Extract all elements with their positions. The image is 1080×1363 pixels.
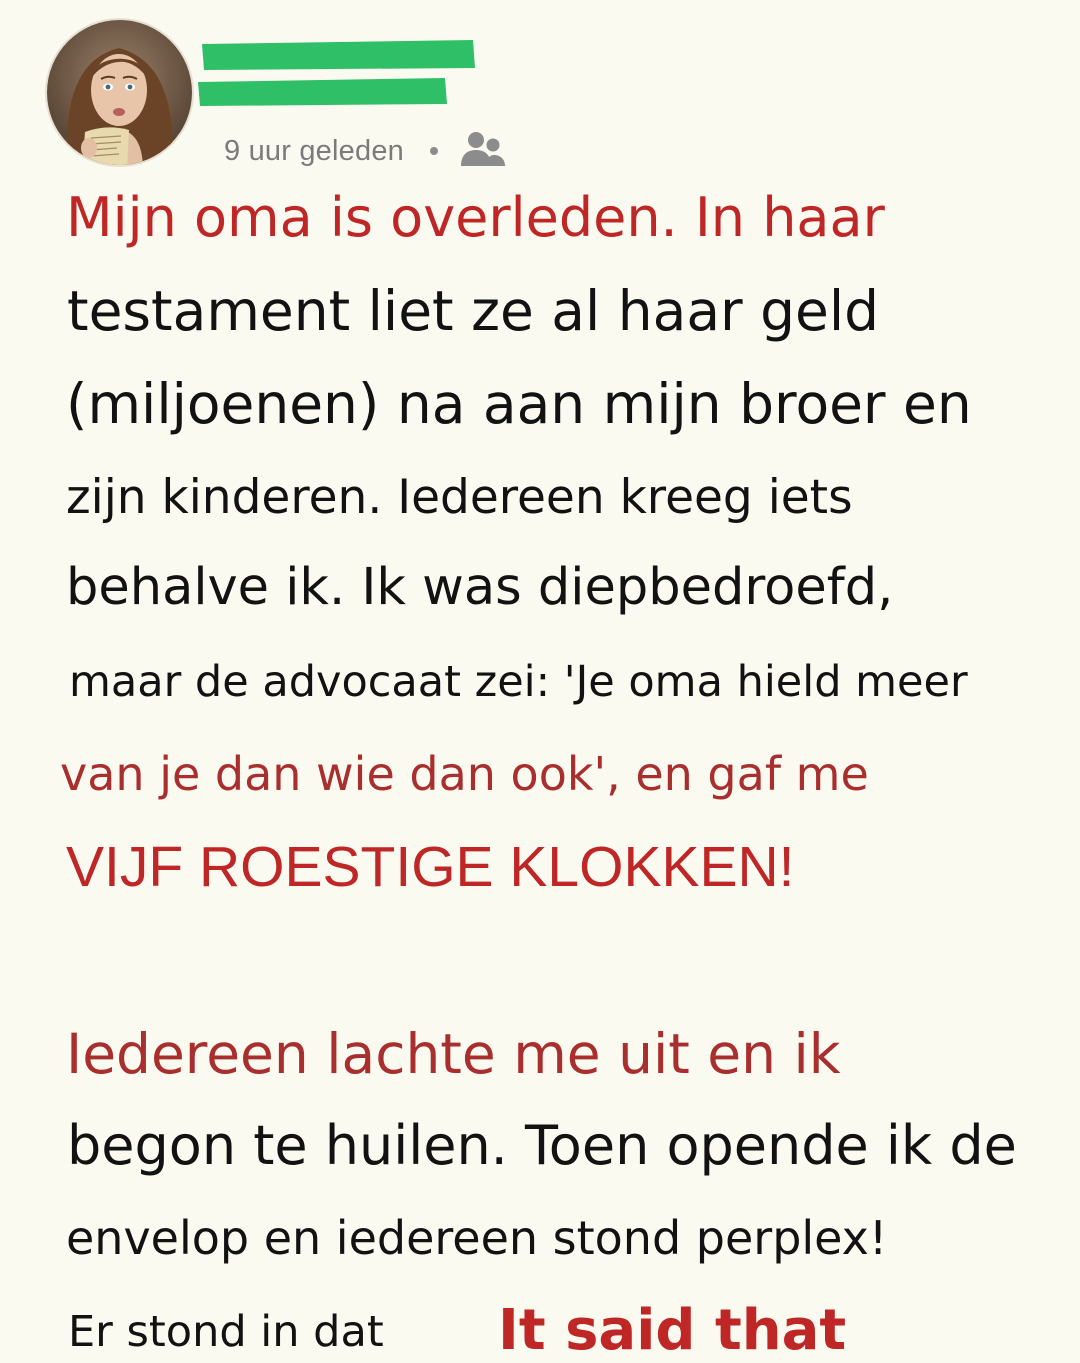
- story-line-4: zijn kinderen. Iedereen kreeg iets: [66, 470, 853, 525]
- story-line-11: envelop en iedereen stond perplex!: [66, 1211, 888, 1265]
- story-line-10: begon te huilen. Toen opende ik de: [67, 1114, 1017, 1177]
- story-line-3: (miljoenen) na aan mijn broer en: [66, 372, 972, 436]
- timestamp: 9 uur geleden: [224, 134, 404, 167]
- story-line-7: van je dan wie dan ook', en gaf me: [60, 747, 869, 801]
- story-line-6: maar de advocaat zei: 'Je oma hield meer: [69, 657, 968, 707]
- avatar-image: [47, 20, 192, 165]
- avatar[interactable]: [47, 20, 192, 165]
- post-meta: [224, 126, 508, 176]
- story-line-2: testament liet ze al haar geld: [67, 279, 880, 343]
- separator-dot: [430, 147, 438, 155]
- story-line-12: Er stond in dat: [68, 1307, 384, 1357]
- friends-icon[interactable]: [458, 128, 508, 174]
- story-line-13: It said that: [498, 1298, 847, 1363]
- story-line-8: VIJF ROESTIGE KLOKKEN!: [66, 835, 795, 899]
- story-line-5: behalve ik. Ik was diepbedroefd,: [66, 558, 894, 617]
- story-line-9: Iedereen lachte me uit en ik: [66, 1022, 841, 1086]
- name-redaction: [198, 38, 478, 108]
- story-line-1: Mijn oma is overleden. In haar: [66, 186, 885, 249]
